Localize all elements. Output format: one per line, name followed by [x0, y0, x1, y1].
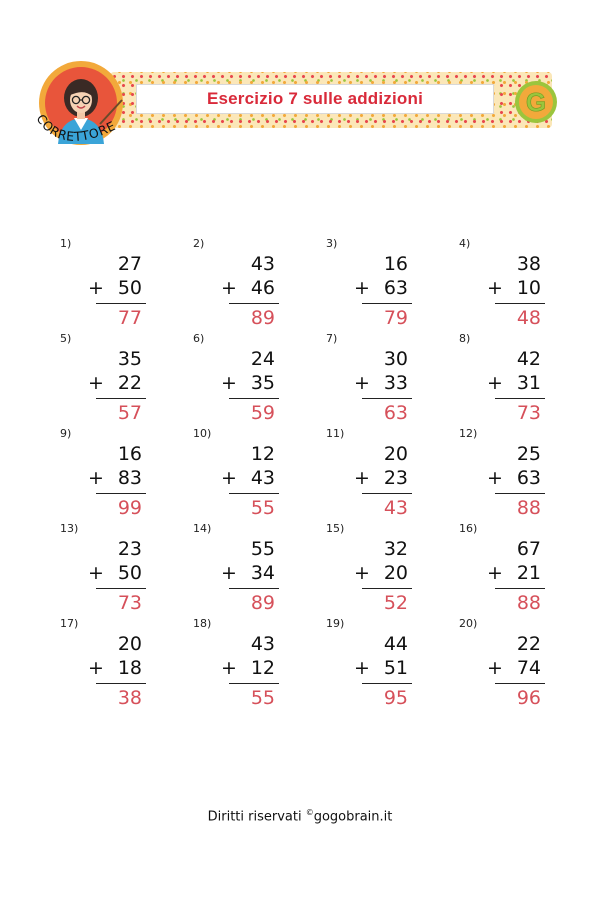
problem-number: 13): [60, 522, 79, 535]
addition-problem: [193, 237, 283, 327]
problem-number: 10): [193, 427, 212, 440]
sum-line: [495, 398, 545, 399]
problem-number: 8): [459, 332, 471, 345]
sum-answer: 99: [117, 497, 142, 519]
addition-problem: [60, 617, 150, 707]
first-addend: 22: [516, 633, 541, 655]
sum-line: [96, 683, 146, 684]
second-addend: 18: [117, 657, 142, 679]
addition-problem: [193, 427, 283, 517]
addition-problem: [60, 237, 150, 327]
plus-sign: +: [487, 657, 503, 679]
sum-answer: 77: [117, 307, 142, 329]
first-addend: 32: [383, 538, 408, 560]
first-addend: 67: [516, 538, 541, 560]
second-addend: 22: [117, 372, 142, 394]
addition-problem: [60, 427, 150, 517]
problem-number: 7): [326, 332, 338, 345]
footer-text: Diritti riservati: [207, 809, 306, 825]
first-addend: 16: [383, 253, 408, 275]
sum-line: [362, 398, 412, 399]
sum-line: [495, 588, 545, 589]
second-addend: 35: [250, 372, 275, 394]
title-box: [136, 84, 494, 114]
addition-problem: [326, 427, 416, 517]
plus-sign: +: [221, 562, 237, 584]
problem-number: 16): [459, 522, 478, 535]
sum-line: [96, 303, 146, 304]
page-title: Esercizio 7 sulle addizioni: [206, 89, 424, 108]
plus-sign: +: [88, 467, 104, 489]
logo-letter: G: [525, 87, 547, 117]
addition-problem: [60, 332, 150, 422]
sum-answer: 89: [250, 307, 275, 329]
problem-number: 19): [326, 617, 345, 630]
second-addend: 63: [516, 467, 541, 489]
plus-sign: +: [487, 277, 503, 299]
addition-problem: [459, 617, 549, 707]
plus-sign: +: [88, 562, 104, 584]
second-addend: 12: [250, 657, 275, 679]
sum-answer: 88: [516, 497, 541, 519]
first-addend: 30: [383, 348, 408, 370]
problem-number: 4): [459, 237, 471, 250]
plus-sign: +: [487, 372, 503, 394]
problem-number: 20): [459, 617, 478, 630]
second-addend: 21: [516, 562, 541, 584]
addition-problem: [326, 522, 416, 612]
first-addend: 27: [117, 253, 142, 275]
sum-answer: 52: [383, 592, 408, 614]
addition-problem: [326, 617, 416, 707]
problem-number: 3): [326, 237, 338, 250]
worksheet-header: [30, 58, 570, 148]
sum-answer: 73: [516, 402, 541, 424]
addition-problem: [60, 522, 150, 612]
addition-problem: [193, 617, 283, 707]
sum-answer: 55: [250, 687, 275, 709]
plus-sign: +: [221, 467, 237, 489]
problem-number: 2): [193, 237, 205, 250]
sum-line: [96, 493, 146, 494]
second-addend: 50: [117, 562, 142, 584]
sum-answer: 88: [516, 592, 541, 614]
footer-copyright: [0, 808, 600, 824]
addition-problem: [459, 522, 549, 612]
sum-line: [362, 683, 412, 684]
plus-sign: +: [88, 277, 104, 299]
first-addend: 20: [117, 633, 142, 655]
sum-answer: 89: [250, 592, 275, 614]
sum-line: [229, 493, 279, 494]
addition-problem: [459, 427, 549, 517]
plus-sign: +: [221, 277, 237, 299]
sum-line: [362, 493, 412, 494]
addition-problem: [193, 332, 283, 422]
first-addend: 44: [383, 633, 408, 655]
problem-number: 11): [326, 427, 345, 440]
problem-number: 15): [326, 522, 345, 535]
first-addend: 12: [250, 443, 275, 465]
problem-number: 6): [193, 332, 205, 345]
second-addend: 74: [516, 657, 541, 679]
plus-sign: +: [221, 657, 237, 679]
first-addend: 25: [516, 443, 541, 465]
plus-sign: +: [487, 467, 503, 489]
problem-number: 18): [193, 617, 212, 630]
sum-answer: 59: [250, 402, 275, 424]
problem-number: 14): [193, 522, 212, 535]
second-addend: 63: [383, 277, 408, 299]
second-addend: 51: [383, 657, 408, 679]
footer-site: gogobrain.it: [313, 809, 393, 825]
sum-answer: 96: [516, 687, 541, 709]
problem-number: 12): [459, 427, 478, 440]
copyright-symbol: ©: [305, 808, 314, 817]
sum-answer: 73: [117, 592, 142, 614]
sum-line: [495, 683, 545, 684]
plus-sign: +: [354, 562, 370, 584]
second-addend: 33: [383, 372, 408, 394]
sum-answer: 95: [383, 687, 408, 709]
sum-line: [495, 493, 545, 494]
first-addend: 55: [250, 538, 275, 560]
first-addend: 43: [250, 633, 275, 655]
problem-number: 5): [60, 332, 72, 345]
addition-problem: [193, 522, 283, 612]
second-addend: 20: [383, 562, 408, 584]
second-addend: 31: [516, 372, 541, 394]
first-addend: 35: [117, 348, 142, 370]
problem-number: 9): [60, 427, 72, 440]
plus-sign: +: [487, 562, 503, 584]
second-addend: 83: [117, 467, 142, 489]
first-addend: 24: [250, 348, 275, 370]
sum-line: [495, 303, 545, 304]
addition-problem: [326, 237, 416, 327]
first-addend: 43: [250, 253, 275, 275]
addition-problem: [459, 237, 549, 327]
plus-sign: +: [354, 467, 370, 489]
first-addend: 42: [516, 348, 541, 370]
svg-text:CORRETTORE: [33, 111, 117, 144]
sum-answer: 48: [516, 307, 541, 329]
sum-line: [229, 588, 279, 589]
plus-sign: +: [354, 657, 370, 679]
plus-sign: +: [221, 372, 237, 394]
first-addend: 16: [117, 443, 142, 465]
problem-number: 1): [60, 237, 72, 250]
sum-answer: 43: [383, 497, 408, 519]
corrector-text: CORRETTORE: [33, 111, 118, 145]
sum-answer: 55: [250, 497, 275, 519]
first-addend: 23: [117, 538, 142, 560]
first-addend: 20: [383, 443, 408, 465]
addition-problem: [326, 332, 416, 422]
gogobrain-logo-icon: [514, 80, 558, 124]
plus-sign: +: [88, 657, 104, 679]
addition-problem: [459, 332, 549, 422]
sum-line: [229, 398, 279, 399]
sum-answer: 79: [383, 307, 408, 329]
second-addend: 23: [383, 467, 408, 489]
second-addend: 43: [250, 467, 275, 489]
sum-line: [229, 303, 279, 304]
plus-sign: +: [354, 372, 370, 394]
corrector-label: [30, 58, 140, 158]
problem-number: 17): [60, 617, 79, 630]
sum-line: [96, 588, 146, 589]
first-addend: 38: [516, 253, 541, 275]
plus-sign: +: [354, 277, 370, 299]
second-addend: 10: [516, 277, 541, 299]
sum-line: [96, 398, 146, 399]
second-addend: 50: [117, 277, 142, 299]
plus-sign: +: [88, 372, 104, 394]
second-addend: 46: [250, 277, 275, 299]
sum-line: [229, 683, 279, 684]
sum-answer: 63: [383, 402, 408, 424]
sum-line: [362, 588, 412, 589]
second-addend: 34: [250, 562, 275, 584]
sum-answer: 38: [117, 687, 142, 709]
sum-line: [362, 303, 412, 304]
sum-answer: 57: [117, 402, 142, 424]
